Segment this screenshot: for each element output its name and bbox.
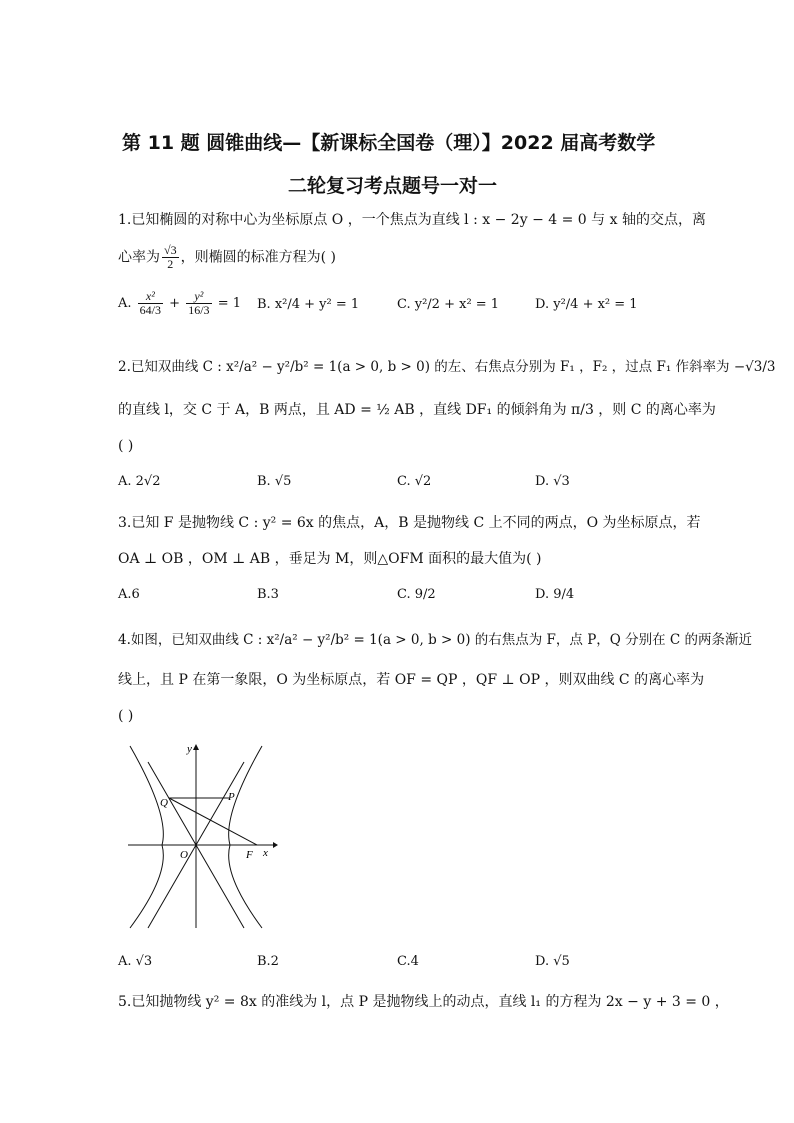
q1-text-line1: 1.已知椭圆的对称中心为坐标原点 O ，一个焦点为直线 l : x − 2y − 4 = 0 与 x 轴的交点，离 xyxy=(118,212,706,228)
hyperbola-right-branch xyxy=(229,746,262,928)
q2-text-line2: 的直线 l，交 C 于 A，B 两点，且 AD = ½ AB ，直线 DF₁ 的倾斜角为 π/3 ，则 C 的离心率为 xyxy=(118,402,716,418)
label-q: Q xyxy=(160,797,168,809)
q2-option-c: C. √2 xyxy=(397,474,432,489)
q2-option-b: B. √5 xyxy=(257,474,292,489)
q2-option-d: D. √3 xyxy=(535,474,570,489)
label-f: F xyxy=(246,849,253,861)
label-o: O xyxy=(180,849,188,861)
q3-text-line2: OA ⊥ OB ，OM ⊥ AB ，垂足为 M，则△OFM 面积的最大值为( ) xyxy=(118,551,542,567)
q1-eccentricity-fraction: $\frac{√3}{2}$ xyxy=(164,243,177,271)
q2-text-line3: ( ) xyxy=(118,438,134,454)
q1-option-d: D. y²/4 + x² = 1 xyxy=(535,297,638,312)
x-axis-arrow xyxy=(273,842,278,848)
q2-text-line1: 2.已知双曲线 C : x²/a² − y²/b² = 1(a > 0, b > 0) 的左、右焦点分别为 F₁ ，F₂ ，过点 F₁ 作斜率为 −√3/3 xyxy=(118,359,776,375)
q4-text-line2: 线上，且 P 在第一象限，O 为坐标原点，若 OF = QP ，QF ⊥ OP ，则双曲线 C 的离心率为 xyxy=(118,672,705,688)
q1-option-c: C. y²/2 + x² = 1 xyxy=(397,297,500,312)
q3-option-b: B.3 xyxy=(257,587,279,602)
label-y: y xyxy=(187,743,192,755)
q4-text-line1: 4.如图，已知双曲线 C : x²/a² − y²/b² = 1(a > 0, b > 0) 的右焦点为 F，点 P，Q 分别在 C 的两条渐近 xyxy=(118,632,753,648)
q4-option-d: D. √5 xyxy=(535,954,570,969)
hyperbola-figure xyxy=(118,738,283,933)
q3-text-line1: 3.已知 F 是抛物线 C : y² = 6x 的焦点，A，B 是抛物线 C 上不同的两点，O 为坐标原点，若 xyxy=(118,515,701,531)
q5-text-line1: 5.已知抛物线 y² = 8x 的准线为 l，点 P 是抛物线上的动点，直线 l₁ 的方程为 2x − y + 3 = 0 ， xyxy=(118,994,729,1010)
label-x: x xyxy=(263,847,268,859)
y-axis-arrow xyxy=(193,744,199,750)
doc-title-line1: 第 11 题 圆锥曲线—【新课标全国卷（理）】2022 届高考数学 xyxy=(122,132,656,154)
hyperbola-left-branch xyxy=(130,746,163,928)
q4-option-b: B.2 xyxy=(257,954,279,969)
q1-text-line2: 心率为 $\frac{√3}{2}$ ，则椭圆的标准方程为( ) xyxy=(118,243,336,271)
q1-option-b: B. x²/4 + y² = 1 xyxy=(257,297,360,312)
label-p: P xyxy=(228,791,235,803)
q3-option-c: C. 9/2 xyxy=(397,587,436,602)
doc-title-line2: 二轮复习考点题号一对一 xyxy=(288,175,498,197)
q4-option-c: C.4 xyxy=(397,954,419,969)
q4-text-line3: ( ) xyxy=(118,708,134,724)
q2-option-a: A. 2√2 xyxy=(118,474,161,489)
q4-option-a: A. √3 xyxy=(118,954,153,969)
q3-option-d: D. 9/4 xyxy=(535,587,575,602)
q3-option-a: A.6 xyxy=(118,587,140,602)
q1-option-a: A. $\frac{\text{x²}}{64/3}$ + $\frac{\text{y²}}{16/3}$ = 1 xyxy=(118,289,241,317)
